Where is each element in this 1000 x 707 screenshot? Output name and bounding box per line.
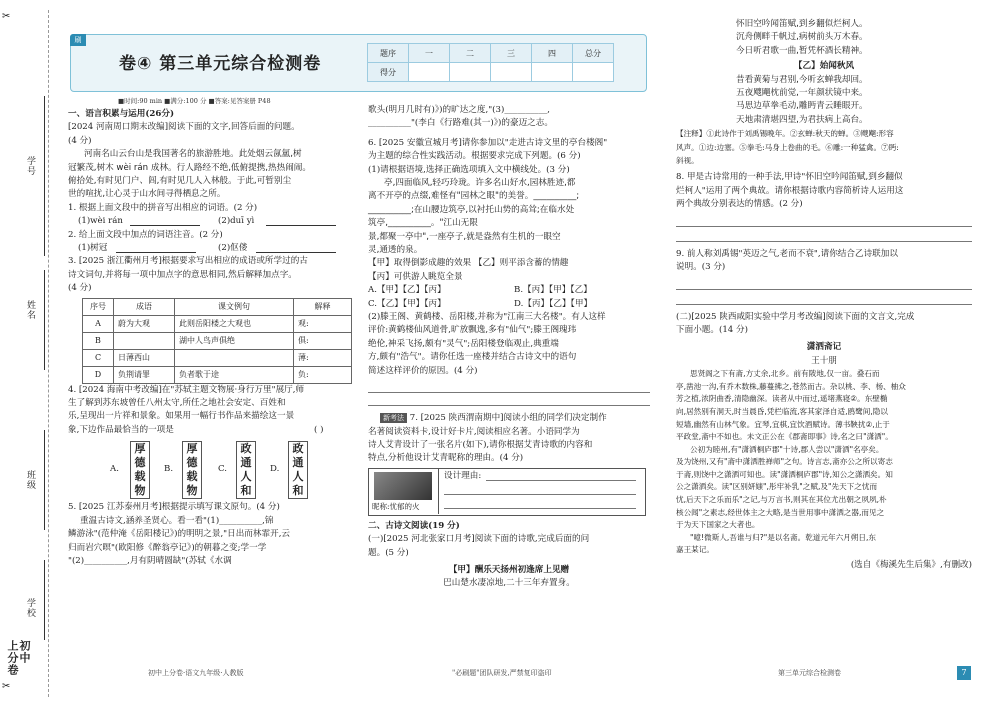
answer-line[interactable] <box>676 290 972 305</box>
answer-line[interactable] <box>486 480 636 481</box>
choice-a[interactable]: A.【甲】【乙】【丙】 <box>368 285 446 296</box>
poem-notes: 斜视。 <box>676 156 699 166</box>
score-header: 总分 <box>573 44 614 63</box>
calligraphy-option-a[interactable]: 厚德载物 <box>130 441 150 499</box>
section-heading: 一、语言积累与运用(26分) <box>68 109 175 119</box>
poem-notes: 【注释】①此诗作于刘禹锡晚年。②玄蝉:秋天的蝉。③飕飗:形容 <box>676 129 894 139</box>
essay-line: "噫!微斯人,吾谁与归?"是以名斋。乾道元年六月朔日,东 <box>690 532 876 542</box>
exam-header <box>70 34 647 92</box>
essay-line: 核公闻"之素志,经世体主之大略,是当世用事中潇洒之器,而见之 <box>676 507 885 517</box>
answer-line[interactable] <box>676 227 972 242</box>
poem-line: 巴山楚水凄凉地,二十三年弃置身。 <box>443 578 575 589</box>
answer-line[interactable] <box>676 275 972 290</box>
table-cell[interactable]: 薄: <box>294 349 352 366</box>
question-9: 说明。(3 分) <box>676 262 726 273</box>
card-divider <box>438 468 439 514</box>
middle-column <box>368 104 650 591</box>
essay-line: 平政堂,斋中不如也。未文正公在《郡斋即事》诗,名之曰"潇洒"。 <box>676 432 893 442</box>
question-intro: (4 分) <box>68 135 92 146</box>
name-line <box>44 270 45 370</box>
option-label: B. <box>164 464 174 475</box>
class-line <box>44 430 45 530</box>
section-heading: 二、古诗文阅读(19 分) <box>368 520 460 531</box>
score-header: 三 <box>491 44 532 63</box>
choice-row <box>368 284 650 297</box>
poem-line: 怀旧空吟闻笛赋,到乡翻似烂柯人。 <box>736 19 868 29</box>
right-column <box>676 18 972 572</box>
essay-line: 思贤阁之下有斋,方丈余,北乡。前有陂地,仅一亩。叠石而 <box>690 369 880 379</box>
table-cell: 负者歌于途 <box>175 366 294 383</box>
table-cell: 湖中人鸟声俱绝 <box>175 332 294 349</box>
table-header: 课文例句 <box>175 298 294 315</box>
table-cell[interactable]: 俱: <box>294 332 352 349</box>
q2-part-a: (1)树冠 <box>78 243 108 254</box>
answer-line[interactable] <box>444 508 636 509</box>
passage-line: 景,都聚一亭中",一座亭子,就是盎然有生机的一眼空 <box>368 231 561 242</box>
question-3: 诗文词句,并将每一项中加点字的意思相同,然后解释加点字。 <box>68 269 297 280</box>
score-header: 题序 <box>368 44 409 63</box>
question-7: 名著阅读资料卡,设计好卡片,阅读相应名著。小语同学为 <box>368 426 580 437</box>
question-7 <box>368 412 650 425</box>
question-4 <box>68 424 358 437</box>
essay-source: (选自《梅溪先生后集》,有删改) <box>850 560 972 571</box>
footer-center: "必刷题"团队研发,严禁复印盗印 <box>452 669 552 677</box>
table-cell: 此则岳阳楼之大观也 <box>175 315 294 332</box>
footer-left: 初中上分卷·语文九年级·人教版 <box>148 669 244 677</box>
poet-card <box>368 468 650 518</box>
answer-blank[interactable] <box>130 225 200 226</box>
binding-strip <box>0 0 62 707</box>
score-header: 四 <box>532 44 573 63</box>
option-label: C. <box>218 464 228 475</box>
essay-line: 忧,后天下之乐而乐"之记,与万言书,则其在其位尤出朝之夙夙,朴 <box>676 495 887 505</box>
score-cell[interactable] <box>491 63 532 82</box>
score-header: 一 <box>409 44 450 63</box>
score-header: 二 <box>450 44 491 63</box>
question-8: 烂柯人"运用了两个典故。请你根据诗歌内容简析诗人运用这 <box>676 185 904 196</box>
brand-bottom: 上分卷 <box>6 640 19 676</box>
question-5: 重温古诗文,涵养圣贤心。看一看"(1)__________,锦 <box>80 515 274 526</box>
student-number-label: 学号 <box>25 156 35 176</box>
table-cell: 蔚为大观 <box>114 315 175 332</box>
table-cell[interactable] <box>175 349 294 366</box>
question-9: 9. 前人称刘禹锡"英迈之气,老而不衰",请你结合乙诗联加以 <box>676 248 898 259</box>
passage-line: 河南名山云台山是我国著名的旅游胜地。此处烟云氤氲,树 <box>84 149 302 160</box>
table-cell: 负荆请罪 <box>114 366 175 383</box>
score-cell[interactable] <box>573 63 614 82</box>
essay-author: 王十朋 <box>811 355 837 366</box>
passage-line: 冠繁茂,树木 wèi rán 成林。行人路经不绝,低俯提携,热热闹闹。 <box>68 162 311 173</box>
school-line <box>44 560 45 640</box>
table-row <box>83 349 352 366</box>
passage-line: 亭,四面临风,轻巧玲珑。许多名山好水,园林胜迹,都 <box>384 178 576 189</box>
answer-paren[interactable]: ( ) <box>314 424 324 435</box>
question-1-parts <box>68 215 358 228</box>
table-cell: B <box>83 332 114 349</box>
essay-line: 于为天下国家之大者也。 <box>676 520 760 530</box>
option-label: A. <box>110 464 119 475</box>
poem-line: 沉舟侧畔千帆过,病树前头万木春。 <box>736 32 868 43</box>
student-number-line <box>44 96 45 256</box>
question-8: 8. 甲是古诗常用的一种手法,甲诗"怀旧空吟闻笛赋,到乡翻似 <box>676 172 903 183</box>
calligraphy-option-b[interactable]: 厚德载物 <box>182 441 202 499</box>
q2-part-b: (2)伛偻 <box>218 243 248 254</box>
calligraphy-options <box>68 437 358 501</box>
brand-top: 初中 <box>18 640 31 664</box>
table-header: 成语 <box>114 298 175 315</box>
school-label: 学校 <box>25 598 35 618</box>
q1-part-b: (2)duī yì <box>218 216 255 227</box>
binding-cut-line <box>48 10 49 697</box>
score-cell[interactable] <box>450 63 491 82</box>
passage-line: 世的喧扰,让心灵于山水间寻得栖息之所。 <box>68 189 226 200</box>
question-4: 4. [2024 海南中考改编]在"苏轼主题文物展·身行万里"展厅,师 <box>68 384 305 395</box>
question-2-parts <box>68 242 358 255</box>
question-1: 1. 根据上面文段中的拼音写出相应的词语。(2 分) <box>68 202 258 213</box>
part-intro: 下面小题。(14 分) <box>676 324 748 335</box>
name-label: 姓名 <box>25 300 35 320</box>
footer-right: 第三单元综合检测卷 <box>778 669 841 677</box>
option-label: D. <box>270 464 280 475</box>
table-row <box>83 315 352 332</box>
question-6-2: 方,颇有"浩气"。请你任选一座楼并结合古诗文中的语句 <box>368 352 577 363</box>
table-row <box>83 332 352 349</box>
card-nickname: 昵称:忧郁的火 <box>372 501 420 511</box>
table-row <box>83 366 352 383</box>
table-cell: D <box>83 366 114 383</box>
question-5: 5. [2025 江苏泰州月考]根据提示填写课文原句。(4 分) <box>68 502 280 513</box>
part-intro: (二)[2025 陕西咸阳实验中学月考改编]阅读下面的文言文,完成 <box>676 311 915 322</box>
question-5-cont: 歌头(明月几时有)》)的旷达之度,"(3)__________, <box>368 105 551 115</box>
calligraphy-option-c[interactable]: 政通人和 <box>236 441 256 499</box>
poem-title: 【甲】酬乐天扬州初逢席上见赠 <box>448 564 570 575</box>
question-8: 两个典故分别表达的情感。(2 分) <box>676 199 803 210</box>
poem-title: 【乙】始闻秋风 <box>793 61 855 72</box>
essay-line: 公初为睦州,有"潇洒桐庐郡"十诗,郡人尝以"潇洒"名亭矣。 <box>690 444 884 454</box>
question-5: 归而岩穴暝"(欧阳修《醉翁亭记》)的朝暮之变;学一学 <box>68 542 267 553</box>
question-5: 鳞游泳"(范仲淹《岳阳楼记》)的明明之景,"日出而林霏开,云 <box>68 529 291 540</box>
answer-blank[interactable] <box>116 252 196 253</box>
question-4-line: 象,下边作品最恰当的一项是 <box>68 424 174 435</box>
option-line: 【丙】可供游人眺览全景 <box>368 271 463 282</box>
poem-line: 五夜飕飗枕前觉,一年颜状镜中来。 <box>736 88 868 99</box>
idiom-table <box>82 298 352 384</box>
passage-line: 离不开亭的点缀,难怪有"园林之眼"的美誉。__________; <box>368 191 580 202</box>
table-header: 序号 <box>83 298 114 315</box>
passage-line: 筑亭,__________。"江山无限 <box>368 218 478 229</box>
page-number: 7 <box>957 666 971 680</box>
question-6-2: 绝伦,神采飞扬,颇有"灵气";岳阳楼登临观止,典重端 <box>368 338 559 349</box>
question-6: 为主题的综合性实践活动。根据要求完成下列题。(6 分) <box>368 151 581 162</box>
question-6: (1)请根据语境,选择正确选项填入文中横线处。(3 分) <box>368 164 570 175</box>
poem-line: 昔看黄菊与君别,今听玄蝉我却回。 <box>736 74 868 85</box>
question-3: 3. [2025 浙江衢州月考]根据要求写出相应的成语或所学过的古 <box>68 256 308 267</box>
essay-line: 短墙,幽然有山林气象。宜琴,宜棋,宜饮酒赋诗。薄书鞅扰②,止于 <box>676 419 890 429</box>
poem-line: 今日听君歌一曲,暂凭杯酒长精神。 <box>736 45 868 56</box>
table-cell: C <box>83 349 114 366</box>
score-cell[interactable] <box>409 63 450 82</box>
question-6-2: (2)滕王阁、黄鹤楼、岳阳楼,并称为"江南三大名楼"。有人这样 <box>368 312 606 323</box>
question-7-line: 7. [2025 陕西渭南期中]阅读小组的同学们决定制作 <box>409 413 607 424</box>
essay-line: 及为饶州,又有"斋中潇洒胜禅师"之句。诗言志,斋亦公之所以寄志 <box>676 457 893 467</box>
calligraphy-option-d[interactable]: 政通人和 <box>288 441 308 499</box>
table-header: 解释 <box>294 298 352 315</box>
part-intro: 题。(5 分) <box>368 547 409 558</box>
question-5-cont: __________"(李白《行路难(其一)》)的豪迈之志。 <box>368 118 553 129</box>
poet-photo <box>374 472 432 500</box>
part-intro: (一)[2025 河北张家口月考]阅读下面的诗歌,完成后面的问 <box>368 534 590 545</box>
question-5: "(2)__________,月有阴晴圆缺"(苏轼《水调 <box>68 555 232 566</box>
table-cell[interactable] <box>114 332 175 349</box>
passage-line: 俯拾处,有时见门户、闾,有时见几人入林般。于此,可暂别尘 <box>68 176 292 187</box>
class-label: 班级 <box>25 470 35 490</box>
question-2: 2. 给上面文段中加点的词语注音。(2 分) <box>68 229 223 240</box>
passage-line: __________;在山腰边筑亭,以衬托山势的高耸;在临水处 <box>368 204 575 215</box>
scissors-icon: ✂ <box>2 11 11 22</box>
table-cell: A <box>83 315 114 332</box>
essay-title: 潇洒斋记 <box>806 342 842 353</box>
question-4: 乐,呈现出一片祥和景象。如果用一幅行书作品来描绘这一景 <box>68 411 295 422</box>
question-7: 特点,分析他设计艾青昵称的理由。(4 分) <box>368 453 524 464</box>
essay-line: 于斋,则饶中之潇洒可知也。读"潇洒桐庐郡"诗,知公之潇洒矣。知 <box>676 469 893 479</box>
question-intro: [2024 河南周口期末改编]阅读下面的文字,回答后面的问题。 <box>68 122 300 133</box>
choice-row <box>368 298 650 311</box>
table-cell[interactable]: 观: <box>294 315 352 332</box>
table-cell: 日薄西山 <box>114 349 175 366</box>
essay-line: 嘉王某记。 <box>676 545 714 555</box>
choice-c[interactable]: C.【乙】【甲】【丙】 <box>368 298 446 309</box>
poem-notes: 风声。①边:边塞。⑤拳毛:马身上卷曲的毛。⑥雕:一种猛禽。⑦眄: <box>676 142 899 152</box>
essay-line: 向,居然别有洞天,时当晨昏,凭栏临流,客其家泽自适,鸥鹭间,隐以 <box>676 406 888 416</box>
question-4: 生了解到苏东坡曾任八州太守,所任之地社会安定、百姓和 <box>68 398 286 409</box>
question-3: (4 分) <box>68 283 92 294</box>
page-title: 卷④ 第三单元综合检测卷 <box>119 54 322 74</box>
header-tab: 刷 <box>70 34 86 46</box>
choice-b[interactable]: B.【丙】【甲】【乙】 <box>514 285 592 296</box>
question-7: 诗人艾青设计了一张名片(如下),请你根据艾青诗歌的内容和 <box>368 439 593 450</box>
score-table <box>367 43 614 82</box>
question-6: 6. [2025 安徽宣城月考]请你参加以"走进古诗文里的亭台楼阁" <box>368 137 608 148</box>
new-format-tag: 新考法 <box>380 413 407 423</box>
choice-d[interactable]: D.【丙】【乙】【甲】 <box>514 298 593 309</box>
answer-line[interactable] <box>676 212 972 227</box>
essay-line: 公之潇洒矣。读"区别妍媸",彤牢补乳"之赋,及"先天下之忧而 <box>676 482 878 492</box>
answer-blank[interactable] <box>256 252 336 253</box>
left-column <box>68 108 358 568</box>
poem-line: 马思边草拳毛动,雕眄青云睡眼开。 <box>736 101 868 112</box>
passage-line: 灵,通透的泉。 <box>368 245 423 256</box>
essay-line: 芳之植,浓阴曲香,清隐幽深。读者从中而过,遥堵燕寝②。东壁椭 <box>676 394 888 404</box>
answer-blank[interactable] <box>266 225 336 226</box>
score-row-label: 得分 <box>368 63 409 82</box>
card-design-label: 设计理由: <box>444 470 482 481</box>
poem-line: 天地肃清堪四望,为君扶病上高台。 <box>736 114 868 125</box>
question-6-2: 评价:黄鹤楼仙风道骨,旷放飘逸,多有"仙气";滕王阁瑰玮 <box>368 325 577 336</box>
answer-line[interactable] <box>368 378 650 393</box>
table-cell[interactable]: 负: <box>294 366 352 383</box>
scissors-icon: ✂ <box>2 681 11 692</box>
answer-line[interactable] <box>444 494 636 495</box>
exam-meta: ■时间:90 min ■满分:100 分 ■答案:见答案册 P48 <box>118 97 271 105</box>
answer-line[interactable] <box>368 393 650 406</box>
essay-line: 亭,凿池一沟,有乔木数株,藤蔓拂之,苍然而古。杂以桃、李、杨、柚众 <box>676 381 906 391</box>
score-cell[interactable] <box>532 63 573 82</box>
q1-part-a: (1)wèi rán <box>78 216 123 227</box>
option-line: 【甲】取得倒影成趣的效果 【乙】则平添含蓄的情趣 <box>368 258 569 269</box>
question-6-2: 简述这样评价的原因。(4 分) <box>368 365 478 376</box>
